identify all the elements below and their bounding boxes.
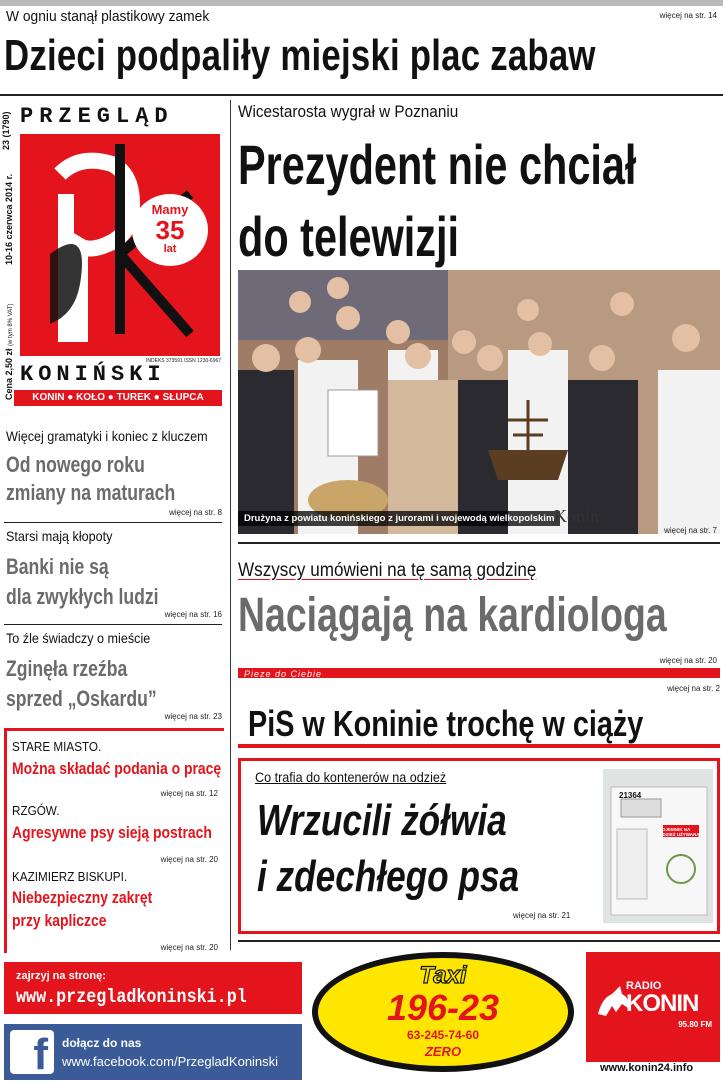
briefs-red-side xyxy=(4,731,7,953)
lead-photo-caption: Drużyna z powiatu konińskiego z jurorami i wojewodą wielkopolskim xyxy=(238,511,560,526)
site-ad[interactable] xyxy=(4,962,302,1014)
site-ad-url[interactable]: www.przegladkoninski.pl xyxy=(16,986,247,1008)
radio-url[interactable]: www.konin24.info xyxy=(600,1062,694,1074)
price-note: (w tym 8% VAT) xyxy=(8,303,14,346)
indeks: INDEKS 373591 ISSN 1230-6967 xyxy=(146,358,222,364)
radio-line2: KONIN xyxy=(626,990,699,1017)
cardiology-more: więcej na str. 20 xyxy=(659,656,717,665)
brief-more: więcej na str. 12 xyxy=(160,789,218,798)
anniversary-badge xyxy=(132,194,208,266)
badge-line1: Mamy xyxy=(151,202,189,217)
masthead xyxy=(0,100,228,420)
facebook-ad[interactable] xyxy=(4,1024,302,1080)
story-headline-1: Zginęła rzeźba xyxy=(6,656,128,681)
containers-headline-1: Wrzucili żółwia xyxy=(257,796,507,845)
story-kicker: Więcej gramatyki i koniec z kluczem xyxy=(6,428,208,444)
masthead-red-box xyxy=(20,134,220,356)
radio-line1: RADIO xyxy=(626,980,662,992)
story-headline-1: Od nowego roku xyxy=(6,452,145,477)
price xyxy=(4,304,14,401)
cardiology-kicker: Wszyscy umówieni na tę samą godzinę xyxy=(238,560,537,581)
story-more: więcej na str. 16 xyxy=(164,610,222,619)
story-headline-1: Banki nie są xyxy=(6,554,109,579)
containers-box xyxy=(238,758,720,934)
badge-number: 35 xyxy=(155,215,185,245)
top-rule xyxy=(0,94,723,96)
cardiology-headline: Naciągają na kardiologa xyxy=(238,589,667,642)
brief-place: STARE MIASTO. xyxy=(12,739,102,754)
story-headline-2: sprzed „Oskardu” xyxy=(6,686,157,711)
column-divider xyxy=(230,100,231,950)
taxi-title: Taxi xyxy=(419,962,467,989)
facebook-letter: f xyxy=(33,1030,48,1079)
story-more: więcej na str. 8 xyxy=(169,508,222,517)
story-kicker: To źle świadczy o mieście xyxy=(6,630,151,646)
lead-headline-1: Prezydent nie chciał xyxy=(238,133,637,196)
top-more: więcej na str. 14 xyxy=(659,11,717,20)
story-more: więcej na str. 23 xyxy=(164,712,222,721)
masthead-title-bottom: KONIŃSKI xyxy=(20,362,166,387)
price-value: Cena 2,50 zł xyxy=(4,348,14,400)
column-headline: PiS w Koninie trochę w ciąży xyxy=(248,703,644,744)
story-kicker: Starsi mają kłopoty xyxy=(6,528,113,544)
lead-photo xyxy=(238,270,720,534)
facebook-icon xyxy=(10,1030,54,1079)
left-story-2 xyxy=(0,524,224,620)
lead-photo-sign: Konin xyxy=(554,506,599,526)
towns-bar: KONIN ● KOŁO ● TUREK ● SŁUPCA xyxy=(14,390,222,406)
masthead-title-top: PRZEGLĄD xyxy=(20,104,174,129)
left-rule-2 xyxy=(4,624,222,625)
containers-kicker: Co trafia do kontenerów na odzież xyxy=(255,769,447,785)
taxi-ad[interactable] xyxy=(312,952,574,1072)
left-rule-1 xyxy=(4,522,222,523)
brief-headline: Agresywne psy sieją postrach xyxy=(12,823,212,842)
taxi-brand: ZERO xyxy=(424,1044,462,1059)
briefs-box xyxy=(4,728,224,952)
taxi-phone: 63-245-74-60 xyxy=(406,1028,480,1042)
ads-rule xyxy=(238,940,720,942)
lead-kicker: Wicestarosta wygrał w Poznaniu xyxy=(238,102,459,121)
brief-headline-1: Niebezpieczny zakręt xyxy=(12,888,153,907)
radio-ad[interactable] xyxy=(586,952,720,1062)
taxi-number: 196-23 xyxy=(386,987,500,1028)
containers-headline-2: i zdechłego psa xyxy=(257,852,520,901)
left-story-1 xyxy=(0,424,224,520)
top-headline: Dzieci podpaliły miejski plac zabaw xyxy=(4,31,596,80)
column-bottom-rule xyxy=(238,744,720,748)
radio-freq: 95.80 FM xyxy=(678,1020,712,1029)
issue-number: 23 (1790) xyxy=(1,111,11,150)
left-story-3 xyxy=(0,626,224,722)
bin-number: 21364 xyxy=(619,791,642,800)
facebook-url[interactable]: www.facebook.com/PrzegladKoninski xyxy=(62,1054,279,1069)
issue-date: 10-16 czerwca 2014 r. xyxy=(4,173,14,265)
facebook-prompt: dołącz do nas xyxy=(62,1036,142,1050)
brief-place: RZGÓW. xyxy=(12,803,60,818)
lead-rule xyxy=(238,542,720,544)
column-more: więcej na str. 2 xyxy=(667,684,720,693)
top-kicker: W ogniu stanął plastikowy zamek xyxy=(6,8,210,25)
brief-more: więcej na str. 20 xyxy=(160,855,218,864)
story-headline-2: zmiany na maturach xyxy=(6,480,176,505)
lead-headline-2: do telewizji xyxy=(238,205,460,268)
lead-more: więcej na str. 7 xyxy=(664,526,717,535)
brief-more: więcej na str. 20 xyxy=(160,943,218,952)
brief-place: KAZIMIERZ BISKUPI. xyxy=(12,869,128,884)
lead-photo-illustration xyxy=(238,270,720,534)
brief-headline: Można składać podania o pracę xyxy=(12,759,222,778)
containers-more: więcej na str. 21 xyxy=(513,911,571,920)
site-ad-prompt: zajrzyj na stronę: xyxy=(16,970,106,982)
badge-line2: lat xyxy=(163,243,177,255)
story-headline-2: dla zwykłych ludzi xyxy=(6,584,159,609)
bin-label: POJEMNIK NA ODZIEŻ UŻYWANĄ xyxy=(659,827,700,837)
container-photo xyxy=(603,769,713,923)
column-label: Pieze do Ciebie xyxy=(244,669,323,679)
top-gray-bar xyxy=(0,0,723,6)
brief-headline-2: przy kapliczce xyxy=(12,911,107,930)
column-box xyxy=(238,668,720,748)
